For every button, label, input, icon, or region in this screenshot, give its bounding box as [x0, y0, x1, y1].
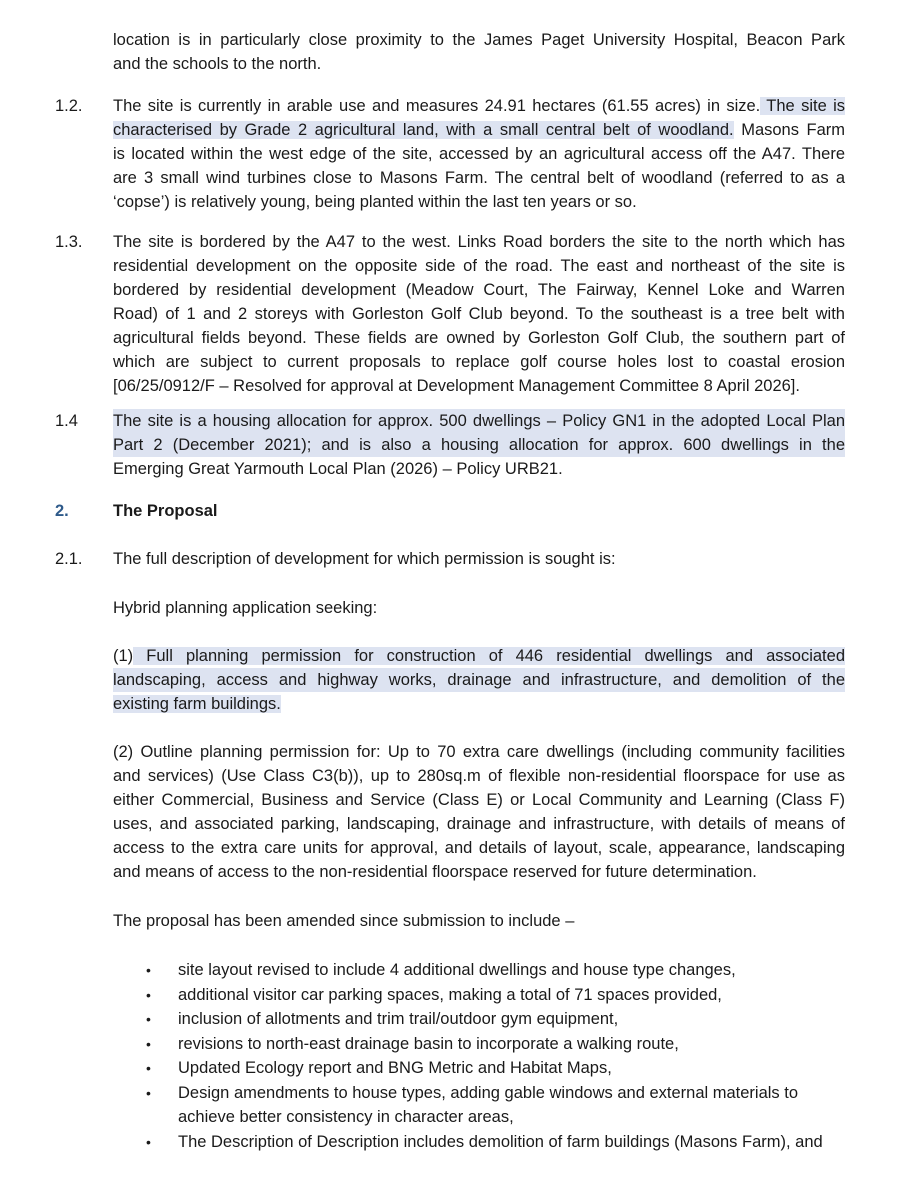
- amendments-list: [140, 958, 840, 1154]
- text-line: location is in particularly close proximity to the James Paget University Hospital, Beacon Park: [113, 31, 845, 49]
- text-line: ‘copse’) is relatively young, being planted within the last ten years or so.: [113, 193, 637, 211]
- list-item: • Design amendments to house types, adding gable windows and external materials to achieve better consistency in character areas,: [140, 1081, 840, 1130]
- text-line: characterised by Grade 2 agricultural land, with a small central belt of woodland. Masons Farm: [113, 121, 846, 139]
- text-line: and services) (Use Class C3(b)), up to 280sq.m of flexible non-residential floorspace for use as: [113, 767, 845, 785]
- list-item: • additional visitor car parking spaces, making a total of 71 spaces provided,: [140, 983, 840, 1008]
- list-item: • The Description of Description includes demolition of farm buildings (Masons Farm), and: [140, 1130, 840, 1155]
- text-line: (2) Outline planning permission for: Up to 70 extra care dwellings (including community facilities: [113, 743, 845, 761]
- highlighted-text: Full planning permission for construction of 446 residential dwellings and associated: [133, 647, 845, 665]
- intro-paragraph: [55, 28, 845, 76]
- highlighted-text: existing farm buildings.: [113, 695, 281, 713]
- text-line: The site is currently in arable use and measures 24.91 hectares (61.55 acres) in size. The site is: [113, 97, 845, 115]
- text-line: Emerging Great Yarmouth Local Plan (2026) – Policy URB21.: [113, 460, 563, 478]
- text-line: and the schools to the north.: [113, 55, 322, 73]
- section-title: The Proposal: [113, 502, 218, 520]
- list-item: • site layout revised to include 4 additional dwellings and house type changes,: [140, 958, 840, 983]
- bullet-marker: •: [146, 986, 151, 1003]
- paragraph-1-4: [55, 409, 845, 481]
- text-line: bordered by residential development (Meadow Court, The Fairway, Kennel Loke and Warren: [113, 281, 845, 299]
- text-line: (1) Full planning permission for construction of 446 residential dwellings and associated: [113, 647, 845, 665]
- outline-permission-paragraph: [55, 740, 845, 884]
- paragraph-1-3: [55, 230, 845, 398]
- highlighted-line: Part 2 (December 2021); and is also a housing allocation for approx. 600 dwellings in the: [113, 433, 845, 457]
- text-line: which are subject to current proposals to replace golf course holes lost to coastal erosion: [113, 353, 845, 371]
- paragraph-text: The proposal has been amended since submission to include –: [113, 912, 575, 930]
- bullet-marker: •: [146, 1035, 151, 1052]
- text-line: [06/25/0912/F – Resolved for approval at Development Management Committee 8 April 2026].: [113, 377, 800, 395]
- section-heading: [55, 499, 845, 523]
- text-line: agricultural fields beyond. These fields are owned by Gorleston Golf Club, the southern part of: [113, 329, 845, 347]
- text-line: is located within the west edge of the site, accessed by an agricultural access off the A47. There: [113, 145, 845, 163]
- text-line: access to the extra care units for approval, and details of layout, scale, appearance, landscaping: [113, 839, 845, 857]
- hybrid-paragraph: [55, 596, 845, 620]
- text-line: [113, 692, 845, 716]
- text-line: Road) of 1 and 2 storeys with Gorleston Golf Club beyond. To the southeast is a tree belt with: [113, 305, 845, 323]
- paragraph-number: 1.4: [55, 412, 78, 430]
- text-line: are 3 small wind turbines close to Masons Farm. The central belt of woodland (referred to as a: [113, 169, 845, 187]
- text-line: The site is bordered by the A47 to the west. Links Road borders the site to the north which has: [113, 233, 845, 251]
- highlighted-text: The site is: [760, 97, 845, 115]
- full-permission-paragraph: [55, 644, 845, 716]
- bullet-marker: •: [146, 1133, 151, 1150]
- amended-paragraph: [55, 909, 845, 933]
- highlighted-line: landscaping, access and highway works, drainage and infrastructure, and demolition of the: [113, 668, 845, 692]
- bullet-marker: •: [146, 962, 151, 978]
- paragraph-text: Hybrid planning application seeking:: [113, 599, 378, 617]
- bullet-marker: •: [146, 1060, 151, 1076]
- paragraph-1-2: [55, 94, 845, 214]
- paragraph-number: 1.2.: [55, 97, 83, 115]
- section-number: 2.: [55, 502, 69, 520]
- list-item: • Updated Ecology report and BNG Metric and Habitat Maps,: [140, 1056, 840, 1081]
- paragraph-text: The full description of development for which permission is sought is:: [113, 550, 616, 568]
- list-item: • inclusion of allotments and trim trail/outdoor gym equipment,: [140, 1007, 840, 1032]
- text-line: either Commercial, Business and Service (Class E) or Local Community and Learning (Class F): [113, 791, 845, 809]
- paragraph-number: 1.3.: [55, 233, 83, 251]
- text-line: and means of access to the non-residential floorspace reserved for future determination.: [113, 863, 757, 881]
- bullet-marker: •: [146, 1011, 151, 1027]
- text-line: uses, and associated parking, landscaping, drainage and infrastructure, with details of means of: [113, 815, 845, 833]
- paragraph-number: 2.1.: [55, 550, 83, 568]
- paragraph-2-1: [55, 547, 845, 571]
- highlighted-line: The site is a housing allocation for approx. 500 dwellings – Policy GN1 in the adopted Local Plan: [113, 409, 845, 433]
- bullet-marker: •: [146, 1084, 151, 1101]
- text-line: residential development on the opposite side of the road. The east and northeast of the site is: [113, 257, 845, 275]
- list-item: • revisions to north-east drainage basin to incorporate a walking route,: [140, 1032, 840, 1057]
- highlighted-text: characterised by Grade 2 agricultural land, with a small central belt of woodland.: [113, 121, 734, 139]
